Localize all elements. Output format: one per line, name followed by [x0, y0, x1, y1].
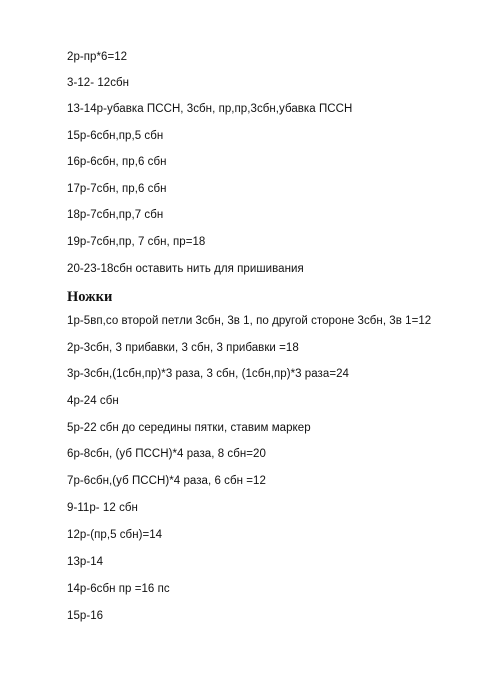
text-line: 1р-5вп,со второй петли 3сбн, 3в 1, по другой стороне 3сбн, 3в 1=12	[67, 315, 432, 327]
text-line: 12р-(пр,5 сбн)=14	[67, 529, 163, 541]
text-line: 15р-6сбн,пр,5 сбн	[67, 130, 164, 142]
text-line: 3-12- 12сбн	[67, 77, 130, 89]
text-line: 2р-пр*6=12	[67, 51, 128, 63]
text-line: 13р-14	[67, 556, 104, 568]
text-line: 16р-6сбн, пр,6 сбн	[67, 156, 167, 168]
text-line: 14р-6сбн пр =16 пс	[67, 583, 170, 595]
text-line: 18р-7сбн,пр,7 сбн	[67, 209, 164, 221]
text-line: 3р-3сбн,(1сбн,пр)*3 раза, 3 сбн, (1сбн,пр)*3 раза=24	[67, 368, 349, 380]
text-line: 9-11р- 12 сбн	[67, 502, 138, 514]
text-line: 6р-8сбн, (уб ПССН)*4 раза, 8 сбн=20	[67, 448, 266, 460]
text-line: 20-23-18сбн оставить нить для пришивания	[67, 263, 304, 275]
text-line: 13-14р-убавка ПССН, 3сбн, пр,пр,3сбн,убавка ПССН	[67, 103, 353, 115]
text-line: 15р-16	[67, 610, 104, 622]
text-line: 19р-7сбн,пр, 7 сбн, пр=18	[67, 236, 206, 248]
text-line: 4р-24 сбн	[67, 395, 119, 407]
section-heading: Ножки	[67, 289, 113, 305]
text-line: 17р-7сбн, пр,6 сбн	[67, 183, 167, 195]
text-line: 7р-6сбн,(уб ПССН)*4 раза, 6 сбн =12	[67, 475, 266, 487]
text-line: 2р-3сбн, 3 прибавки, 3 сбн, 3 прибавки =18	[67, 342, 299, 354]
text-line: 5р-22 сбн до середины пятки, ставим маркер	[67, 422, 311, 434]
